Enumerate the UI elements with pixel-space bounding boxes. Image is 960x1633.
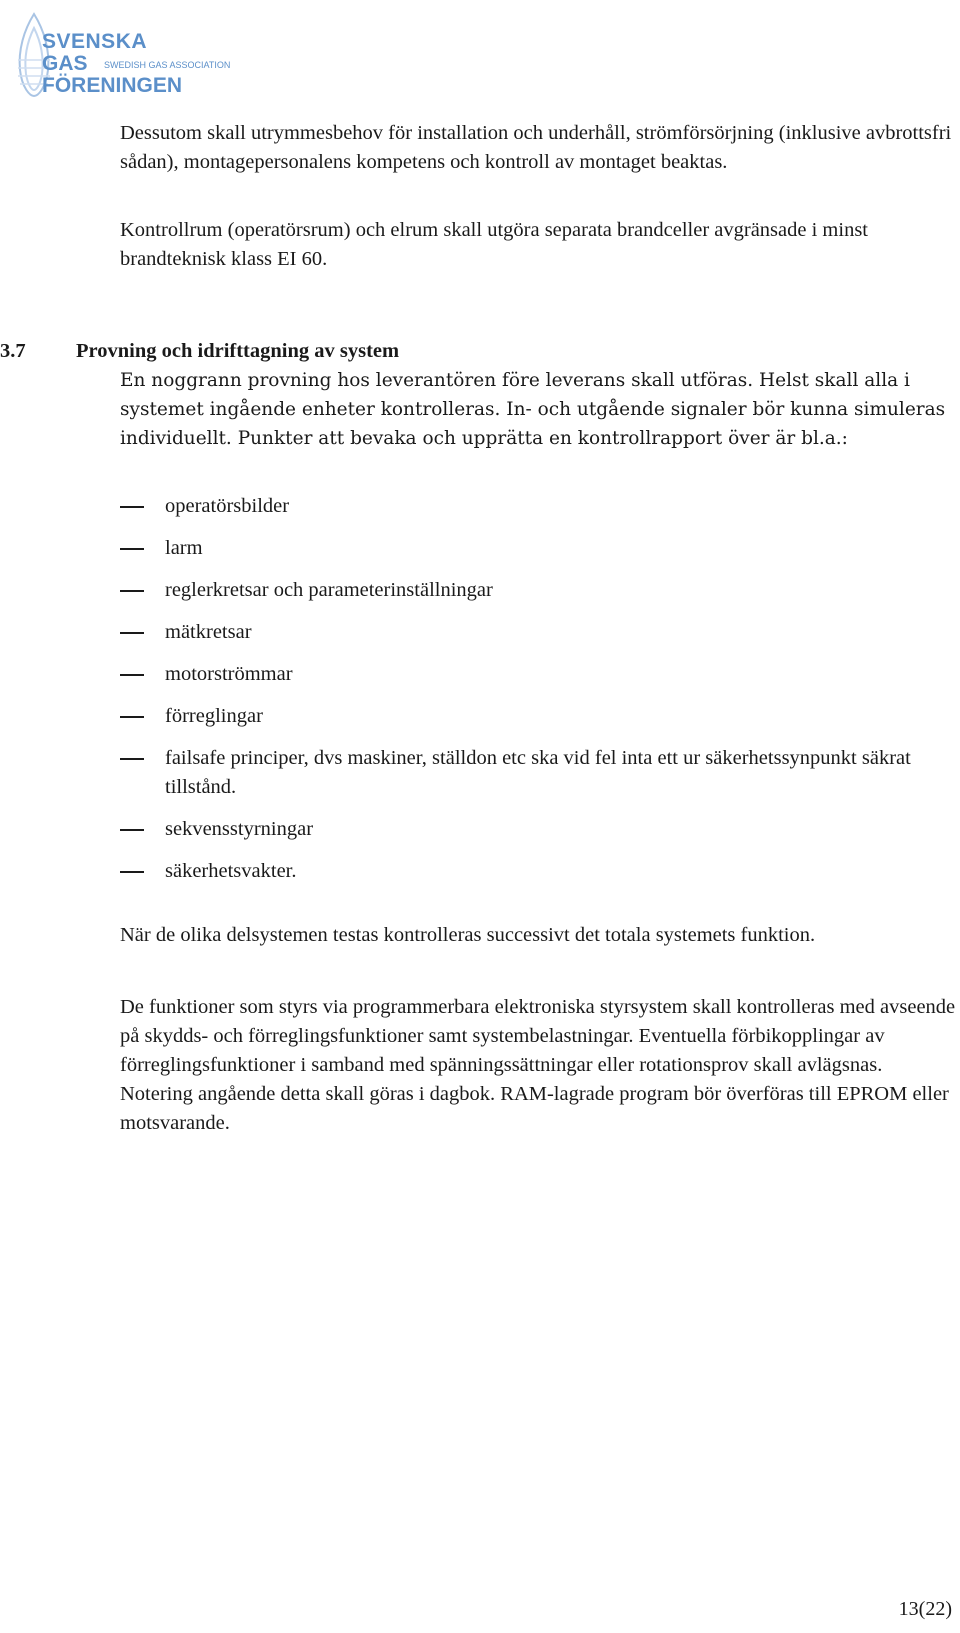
dash-bullet — [120, 632, 144, 634]
closing-paragraph-1: När de olika delsystemen testas kontrolleras successivt det totala systemets funktion. — [120, 924, 816, 946]
dash-bullet — [120, 871, 144, 873]
dash-bullet — [120, 506, 144, 508]
logo-line-1: SVENSKA — [42, 30, 148, 53]
intro-paragraph-1: Dessutom skall utrymmesbehov för installation och underhåll, strömförsörjning (inklusive avbrottsfri sådan), montagepersonalens kompetens och kontroll av montaget beaktas. — [120, 122, 952, 173]
dash-bullet — [120, 674, 144, 676]
list-item: reglerkretsar och parameterinställningar — [120, 576, 960, 605]
logo-line-2: GAS — [42, 52, 88, 75]
dash-bullet — [120, 829, 144, 831]
list-item: operatörsbilder — [120, 492, 960, 521]
list-item: sekvensstyrningar — [120, 815, 960, 844]
list-item: failsafe principer, dvs maskiner, ställdon etc ska vid fel inta ett ur säkerhetssynpunkt säkrat tillstånd. — [120, 744, 960, 802]
list-item: motorströmmar — [120, 660, 960, 689]
dash-bullet — [120, 716, 144, 718]
section-heading — [0, 337, 960, 366]
intro-paragraph-2: Kontrollrum (operatörsrum) och elrum skall utgöra separata brandceller avgränsade i minst brandteknisk klass EI 60. — [120, 219, 868, 270]
list-item: mätkretsar — [120, 618, 960, 647]
logo-line-3: FÖRENINGEN — [42, 74, 183, 97]
closing-paragraph-2: De funktioner som styrs via programmerbara elektroniska styrsystem skall kontrolleras med avseende på skydds- och förreglingsfunktioner samt systembelastningar. Eventuella förbikopplingar av förreglingsfunktioner i samband med spänningssättningar eller rotationsprov skall avlägsnas. Notering angående detta skall göras i dagbok. RAM-lagrade program bör överföras till EPROM eller motsvarande. — [120, 996, 956, 1134]
page-number: 13(22) — [898, 1598, 952, 1620]
logo-subtitle: SWEDISH GAS ASSOCIATION — [104, 60, 231, 70]
list-item: förreglingar — [120, 702, 960, 731]
section-title: Provning och idrifttagning av system — [76, 340, 400, 362]
section-intro: En noggrann provning hos leverantören före leverans skall utföras. Helst skall alla i systemet ingående enheter kontrolleras. In- och utgående signaler bör kunna simuleras individuellt. Punkter att bevaka och upprätta en kontrollrapport över är bl.a.: — [120, 370, 946, 449]
list-item: larm — [120, 534, 960, 563]
section-3-7 — [0, 337, 960, 882]
logo — [14, 10, 231, 100]
section-number: 3.7 — [0, 340, 26, 362]
dash-bullet — [120, 758, 144, 760]
list-item: säkerhetsvakter. — [120, 857, 960, 886]
dash-bullet — [120, 590, 144, 592]
checklist — [120, 492, 960, 899]
dash-bullet — [120, 548, 144, 550]
